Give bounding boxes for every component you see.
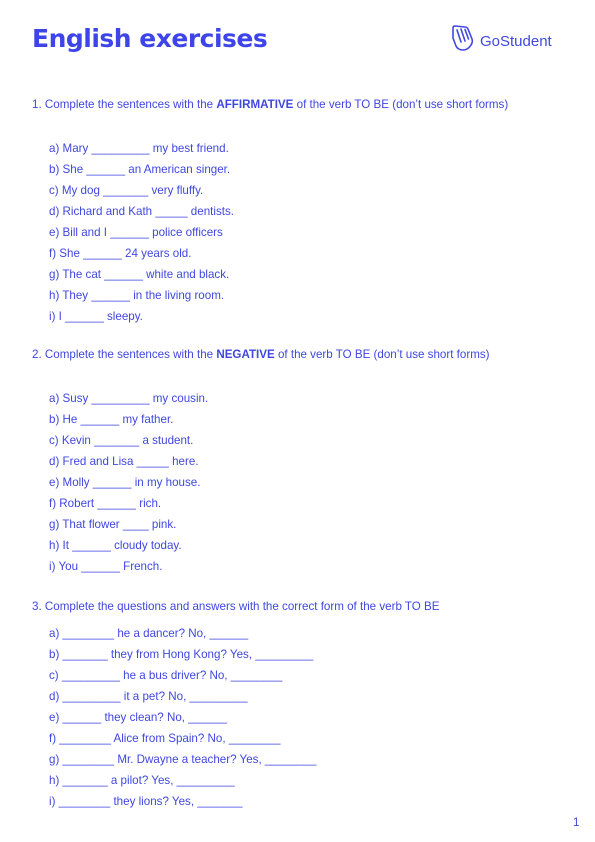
exercise-item: i) I ______ sleepy. <box>49 310 143 323</box>
page-number: 1 <box>573 816 580 829</box>
exercise-item: h) It ______ cloudy today. <box>49 539 182 552</box>
exercise-item: h) They ______ in the living room. <box>49 289 225 302</box>
exercise-section-1 <box>32 97 552 323</box>
exercise-item: f) Robert ______ rich. <box>49 497 162 510</box>
exercise-instruction: 2. Complete the sentences with the NEGATIVE of the verb TO BE (don’t use short forms) <box>32 348 490 361</box>
exercise-item: d) Richard and Kath _____ dentists. <box>49 205 234 218</box>
logo-text: GoStudent <box>480 33 552 50</box>
exercise-item: f) ________ Alice from Spain? No, ________ <box>49 732 281 745</box>
exercise-item: i) ________ they lions? Yes, _______ <box>49 795 243 808</box>
gostudent-logo <box>450 24 552 59</box>
exercise-item: d) Fred and Lisa _____ here. <box>49 455 199 468</box>
exercise-item: a) Susy _________ my cousin. <box>49 392 209 405</box>
exercise-item: e) Molly ______ in my house. <box>49 476 201 489</box>
exercise-section-2 <box>32 347 552 573</box>
exercise-instruction: 3. Complete the questions and answers with the correct form of the verb TO BE <box>32 600 440 613</box>
exercise-item: a) ________ he a dancer? No, ______ <box>49 627 249 640</box>
exercise-instruction: 1. Complete the sentences with the AFFIRMATIVE of the verb TO BE (don’t use short forms) <box>32 98 509 111</box>
exercise-item: g) That flower ____ pink. <box>49 518 177 531</box>
exercise-item: f) She ______ 24 years old. <box>49 247 192 260</box>
exercise-item: b) He ______ my father. <box>49 413 174 426</box>
exercise-item: e) Bill and I ______ police officers <box>49 226 223 239</box>
exercise-item: g) ________ Mr. Dwayne a teacher? Yes, ________ <box>49 753 317 766</box>
exercise-item: h) _______ a pilot? Yes, _________ <box>49 774 235 787</box>
exercise-item: b) _______ they from Hong Kong? Yes, _________ <box>49 648 314 661</box>
exercise-item: a) Mary _________ my best friend. <box>49 142 229 155</box>
exercise-item: c) _________ he a bus driver? No, ________ <box>49 669 283 682</box>
page-title: English exercises <box>32 24 268 53</box>
exercise-item: i) You ______ French. <box>49 560 163 573</box>
gostudent-logo-icon <box>450 24 474 59</box>
exercise-item: d) _________ it a pet? No, _________ <box>49 690 248 703</box>
exercise-item: c) Kevin _______ a student. <box>49 434 194 447</box>
exercise-item: b) She ______ an American singer. <box>49 163 231 176</box>
exercise-item: g) The cat ______ white and black. <box>49 268 230 281</box>
exercise-item: e) ______ they clean? No, ______ <box>49 711 227 724</box>
exercise-item: c) My dog _______ very fluffy. <box>49 184 204 197</box>
exercise-section-3 <box>32 599 552 808</box>
